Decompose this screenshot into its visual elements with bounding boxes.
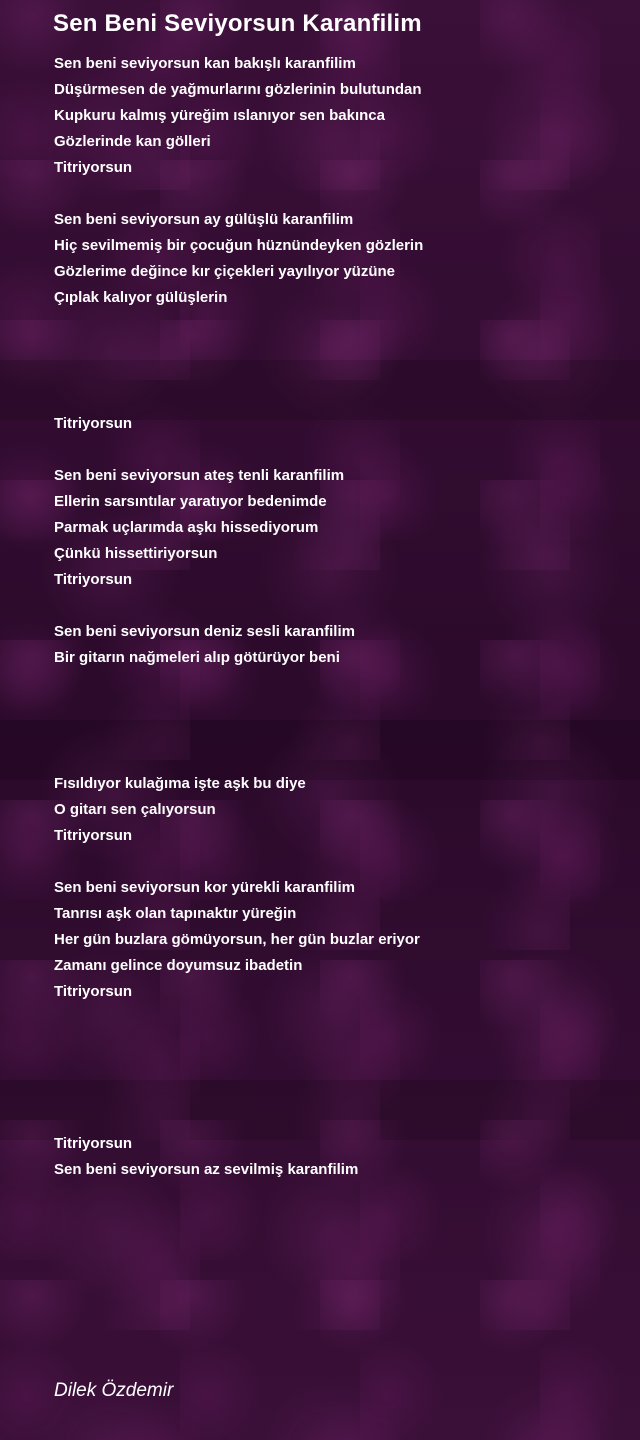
poem-line: Sen beni seviyorsun deniz sesli karanfilim [54,623,355,640]
poem-line: Kupkuru kalmış yüreğim ıslanıyor sen bakınca [54,107,385,124]
poem-line: Parmak uçlarımda aşkı hissediyorum [54,519,319,536]
poem-author: Dilek Özdemir [54,1380,174,1401]
poem-line: Düşürmesen de yağmurlarını gözlerinin bulutundan [54,81,422,98]
poem-line: Gözlerinde kan gölleri [54,133,211,150]
poem-line: Hiç sevilmemiş bir çocuğun hüznündeyken gözlerin [54,237,424,254]
background-band [0,1080,640,1140]
poem-line: Titriyorsun [54,415,133,432]
poem-line: Titriyorsun [54,1135,133,1152]
poem-line: Çıplak kalıyor gülüşlerin [54,289,228,306]
poem-line: Sen beni seviyorsun kan bakışlı karanfilim [54,55,356,72]
poem-line: Sen beni seviyorsun az sevilmiş karanfilim [54,1161,359,1178]
poem-line: Titriyorsun [54,827,133,844]
poem-line: Her gün buzlara gömüyorsun, her gün buzlar eriyor [54,931,420,948]
poem-line: O gitarı sen çalıyorsun [54,801,216,818]
poem-line: Titriyorsun [54,159,133,176]
poem-line: Titriyorsun [54,983,133,1000]
poem-line: Tanrısı aşk olan tapınaktır yüreğin [54,905,297,922]
background-band [0,720,640,780]
poem-line: Fısıldıyor kulağıma işte aşk bu diye [54,775,306,792]
poem-line: Sen beni seviyorsun ay gülüşlü karanfilim [54,211,354,228]
poem-line: Ellerin sarsıntılar yaratıyor bedenimde [54,493,327,510]
poem-line: Gözlerime değince kır çiçekleri yayılıyor yüzüne [54,263,395,280]
poem-line: Çünkü hissettiriyorsun [54,545,218,562]
background-band [0,360,640,420]
poem-line: Sen beni seviyorsun kor yürekli karanfilim [54,879,355,896]
poem-line: Titriyorsun [54,571,133,588]
poem-title: Sen Beni Seviyorsun Karanfilim [53,10,422,37]
poem-line: Bir gitarın nağmeleri alıp götürüyor beni [54,649,340,666]
poem-line: Sen beni seviyorsun ateş tenli karanfilim [54,467,345,484]
poem-line: Zamanı gelince doyumsuz ibadetin [54,957,303,974]
